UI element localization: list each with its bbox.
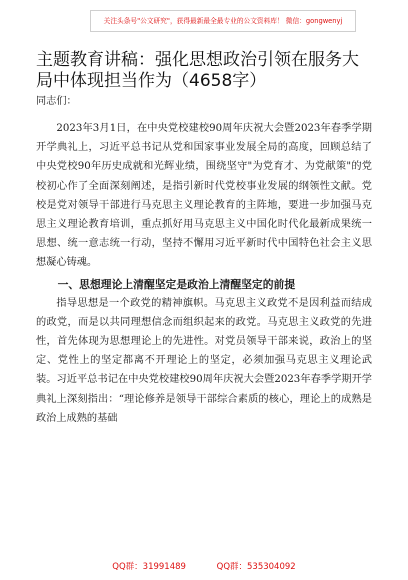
section-heading-1: 一、思想理论上清醒坚定是政治上清醒坚定的前提 <box>57 277 296 291</box>
paragraph-section-1: 指导思想是一个政党的精神旗帜。马克思主义政党不是因利益而结成的政党，而是以共同理想信念而组织起来的政党。马克思主义政党的先进性，首先体现为思想理论上的先进性。对党员领导干部来说，政治上的坚定、党性上的坚定都离不开理论上的坚定，必须加强马克思主义理论武装。习近平总书记在中央党校建校90周年庆祝大会暨2023年春季学期开学典礼上深刻指出：“理论修养是领导干部综合素质的核心，理论上的成熟是政治上成熟的基础 <box>36 297 372 424</box>
greeting-line: 同志们： <box>36 96 77 107</box>
document-page <box>36 50 372 428</box>
footer-qq-group-1: QQ群：31991489 <box>112 562 186 572</box>
footer-qq-groups <box>0 560 408 572</box>
top-promo-banner: 关注头条号"公文研究"，获得最新最全最专业的公文资料库！ 微信：gongwenyj <box>90 10 356 32</box>
paragraph-intro: 2023年3月1日，在中央党校建校90周年庆祝大会暨2023年春季学期开学典礼上，习近平总书记从党和国家事业发展全局的高度，回顾总结了中央党校90年历史成就和光辉业绩，围绕坚守"为党育才、为党献策"的党校初心作了全面深刻阐述，是指引新时代党校事业发展的纲领性文献。党校是党对领导干部进行马克思主义理论教育的主阵地，要进一步加强马克思主义理论教育培训，重点抓好用马克思主义中国化时代化最新成果统一思想、统一意志统一行动，坚持不懈用习近平新时代中国特色社会主义思想凝心铸魂。 <box>36 123 372 269</box>
footer-qq-group-2: QQ群：535304092 <box>216 562 296 572</box>
document-title: 主题教育讲稿：强化思想政治引领在服务大局中体现担当作为（4658字） <box>36 50 359 91</box>
